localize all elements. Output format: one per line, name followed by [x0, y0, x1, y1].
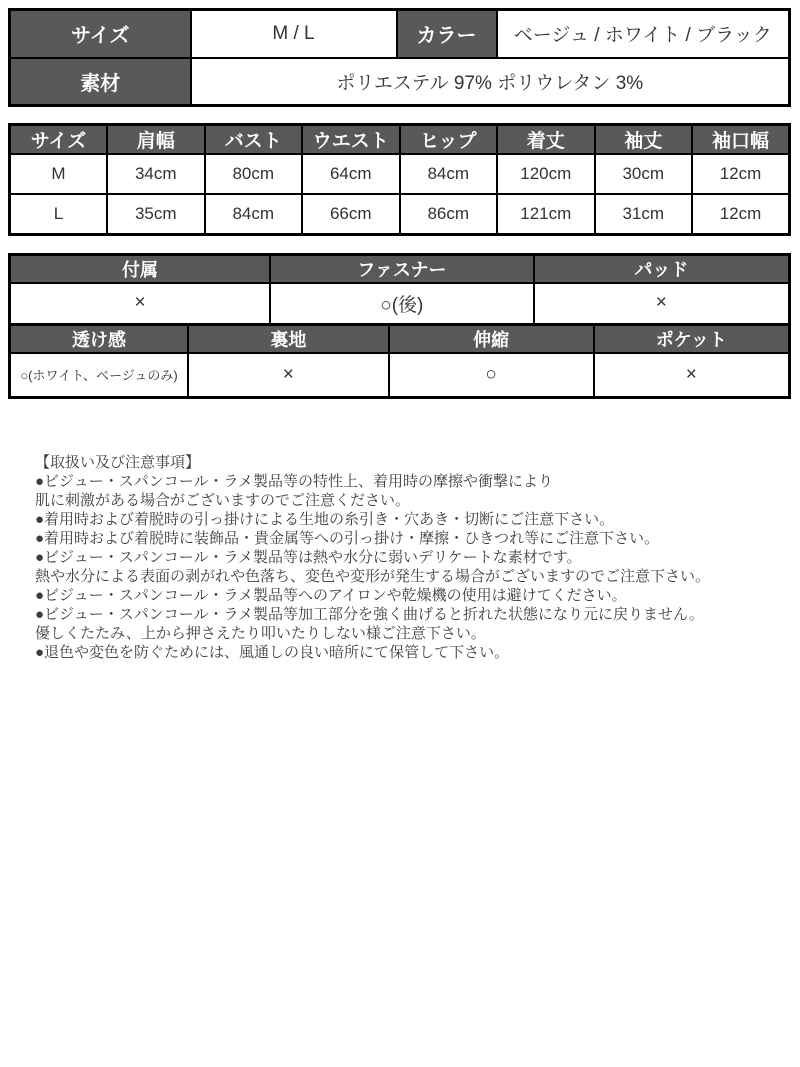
features-top-value-row — [10, 283, 790, 325]
note-line: ●ビジュー・スパンコール・ラメ製品等は熱や水分に弱いデリケートな素材です。 — [35, 548, 582, 566]
features-table-top — [8, 253, 791, 327]
measurement-value-cell: 34cm — [107, 154, 205, 194]
measurement-value-cell: 12cm — [692, 154, 790, 194]
feature-value-cell: × — [594, 353, 790, 397]
feature-value-cell: ○ — [389, 353, 594, 397]
handling-notes — [35, 453, 790, 662]
note-line: 肌に刺激がある場合がございますのでご注意ください。 — [35, 491, 411, 509]
feature-value-cell: ○(ホワイト、ベージュのみ) — [10, 353, 189, 397]
measurement-value-cell: 86cm — [400, 194, 498, 234]
color-label-cell: カラー — [397, 10, 497, 58]
spec-table — [8, 8, 791, 107]
measurement-header-cell: 袖丈 — [595, 125, 693, 155]
note-line: ●ビジュー・スパンコール・ラメ製品等へのアイロンや乾燥機の使用は避けてください。 — [35, 586, 627, 604]
note-line: ●ビジュー・スパンコール・ラメ製品等の特性上、着用時の摩擦や衝撃により — [35, 472, 554, 490]
measurement-header-cell: ウエスト — [302, 125, 400, 155]
note-line: ●ビジュー・スパンコール・ラメ製品等加工部分を強く曲げると折れた状態になり元に戻りません。 — [35, 605, 704, 623]
features-table-bottom — [8, 323, 791, 399]
features-top-header-row — [10, 254, 790, 283]
measurement-header-cell: バスト — [205, 125, 303, 155]
measurement-value-cell: 120cm — [497, 154, 595, 194]
measurement-value-cell: 84cm — [205, 194, 303, 234]
measurements-header-row — [10, 125, 790, 155]
material-label-cell: 素材 — [10, 58, 191, 106]
feature-header-cell: 裏地 — [188, 325, 388, 354]
measurements-table — [8, 123, 791, 236]
measurement-header-cell: 肩幅 — [107, 125, 205, 155]
note-line: ●着用時および着脱時の引っ掛けによる生地の糸引き・穴あき・切断にご注意下さい。 — [35, 510, 615, 528]
feature-header-cell: 付属 — [10, 254, 271, 283]
measurement-header-cell: 着丈 — [497, 125, 595, 155]
measurements-row-l — [10, 194, 790, 234]
measurement-value-cell: 64cm — [302, 154, 400, 194]
feature-header-cell: パッド — [534, 254, 790, 283]
feature-header-cell: 透け感 — [10, 325, 189, 354]
measurement-value-cell: 121cm — [497, 194, 595, 234]
measurement-header-cell: サイズ — [10, 125, 108, 155]
feature-value-cell: × — [534, 283, 790, 325]
notes-title: 【取扱い及び注意事項】 — [35, 453, 201, 471]
color-value-cell: ベージュ / ホワイト / ブラック — [497, 10, 790, 58]
feature-header-cell: ポケット — [594, 325, 790, 354]
feature-value-cell: × — [10, 283, 271, 325]
measurement-value-cell: 12cm — [692, 194, 790, 234]
size-value-cell: M / L — [191, 10, 397, 58]
measurement-header-cell: 袖口幅 — [692, 125, 790, 155]
size-label-cell: サイズ — [10, 10, 191, 58]
features-bottom-header-row — [10, 325, 790, 354]
feature-value-cell: ○(後) — [270, 283, 534, 325]
material-value-cell: ポリエステル 97% ポリウレタン 3% — [191, 58, 790, 106]
measurement-value-cell: M — [10, 154, 108, 194]
measurement-value-cell: L — [10, 194, 108, 234]
features-bottom-value-row — [10, 353, 790, 397]
measurement-value-cell: 31cm — [595, 194, 693, 234]
note-line: 熱や水分による表面の剥がれや色落ち、変色や変形が発生する場合がございますのでご注意下さい。 — [35, 567, 711, 585]
feature-header-cell: 伸縮 — [389, 325, 594, 354]
measurement-value-cell: 84cm — [400, 154, 498, 194]
measurement-header-cell: ヒップ — [400, 125, 498, 155]
measurement-value-cell: 80cm — [205, 154, 303, 194]
feature-value-cell: × — [188, 353, 388, 397]
note-line: 優しくたたみ、上から押さえたり叩いたりしない様ご注意下さい。 — [35, 624, 486, 642]
measurement-value-cell: 30cm — [595, 154, 693, 194]
note-line: ●退色や変色を防ぐためには、風通しの良い暗所にて保管して下さい。 — [35, 643, 510, 661]
measurement-value-cell: 66cm — [302, 194, 400, 234]
measurements-row-m — [10, 154, 790, 194]
note-line: ●着用時および着脱時に装飾品・貴金属等への引っ掛け・摩擦・ひきつれ等にご注意下さい。 — [35, 529, 660, 547]
measurement-value-cell: 35cm — [107, 194, 205, 234]
feature-header-cell: ファスナー — [270, 254, 534, 283]
